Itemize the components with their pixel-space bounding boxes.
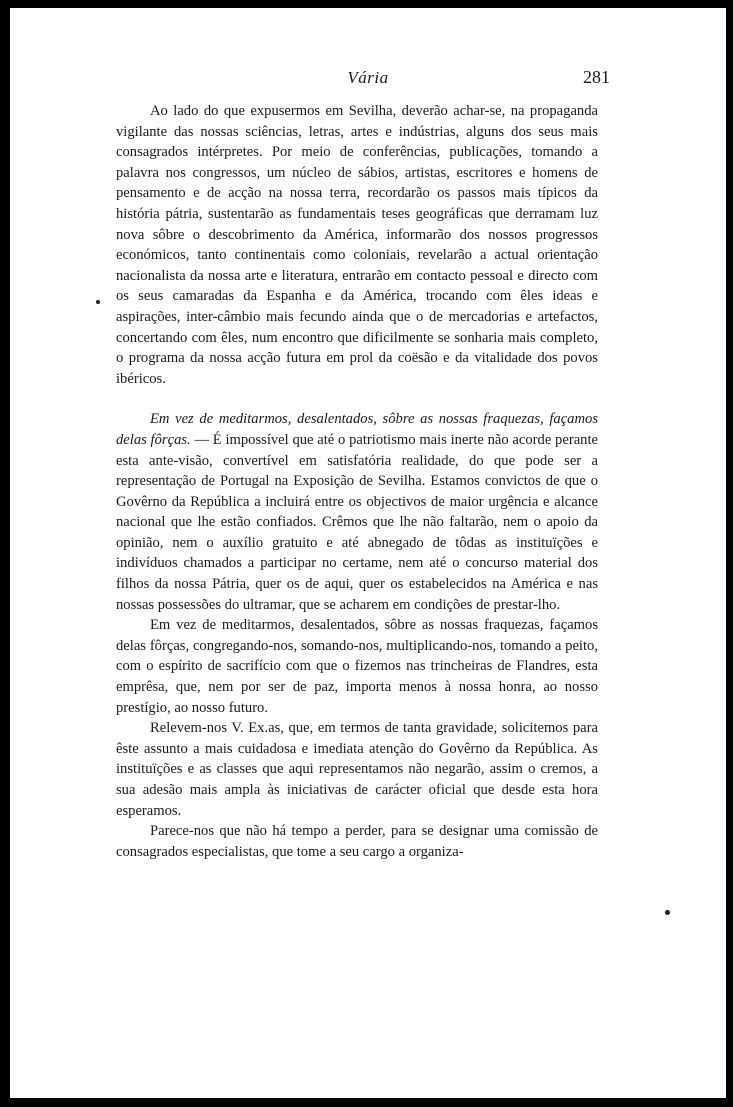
paragraph-3: Em vez de meditarmos, desalentados, sôbre as nossas fraquezas, façamos delas fôrças, congregando-nos, somando-nos, multiplicando-nos, tomando a peito, com o espírito de sacrifício com que o fizemos nas trincheiras de Flandres, esta emprêsa, que, nem por ser de paz, importa menos à nossa honra, ao nosso prestígio, ao nosso futuro. xyxy=(116,617,598,716)
ink-speck xyxy=(665,910,670,915)
ink-speck xyxy=(96,300,100,304)
paragraph-2-italic-lead: Em vez de meditarmos, desalentados, sôbre as nossas fraquezas, façamos delas fôrças. xyxy=(116,411,598,448)
page-number: 281 xyxy=(583,67,610,87)
book-page xyxy=(10,8,726,1098)
paragraph-1: Ao lado do que expusermos em Sevilha, deverão achar-se, na propaganda vigilante das nossas sciências, letras, artes e indústrias, alguns dos seus mais consagrados intérpretes. Por meio de conferências, publicações, tomando a palavra nos congressos, um núcleo de sábios, artistas, escritores e homens de pensamento e de acção na nossa terra, recordarão os passos mais típicos da história pátria, sustentarão as fundamentais teses geográficas que derramam luz nova sôbre o descobrimento da América, informarão dos nossos progressos económicos, tanto continentais como coloniais, revelarão a actual orientação nacionalista da nossa arte e literatura, entrarão em contacto pessoal e directo com os seus camaradas da Espanha e da América, trocando com êles ideas e aspirações, inter-câmbio mais fecundo ainda que o de mercadorias e artefactos, concertando com êles, num encontro que dificilmente se sonharia mais completo, o programa da nossa acção futura em prol da coësão e da vitalidade dos povos ibéricos. xyxy=(116,103,598,387)
body-text xyxy=(116,101,598,862)
paragraph-4: Relevem-nos V. Ex.as, que, em termos de tanta gravidade, solicitemos para êste assunto a mais cuidadosa e imediata atenção do Govêrno da República. As instituïções e as classes que aqui representamos não negarão, assim o cremos, a sua adesão mais ampla às iniciativas de carácter oficial que desde esta hora esperamos. xyxy=(116,720,598,819)
paragraph-5: Parece-nos que não há tempo a perder, para se designar uma comissão de consagrados especialistas, que tome a seu cargo a organiza- xyxy=(116,823,598,860)
paragraph-2 xyxy=(116,409,598,615)
paragraph-2-text: — É impossível que até o patriotismo mais inerte não acorde perante esta ante-visão, convertível em satisfatória realidade, do que pode ser a representação de Portugal na Exposição de Sevilha. Estamos convictos de que o Govêrno da República a incluirá entre os objectivos de maior urgência e alcance nacional que lhe estão confiados. Crêmos que lhe não faltarão, nem o apoio da opinião, nem o auxílio gratuito e até abnegado de tôdas as instituïções e indivíduos chamados a participar no certame, nem até o concurso material dos filhos da nossa Pátria, quer os de aqui, quer os estabelecidos na América e nas nossas possessões do ultramar, que se acharem em condições de prestar-lho. xyxy=(116,431,598,613)
running-title: Vária xyxy=(347,68,389,87)
